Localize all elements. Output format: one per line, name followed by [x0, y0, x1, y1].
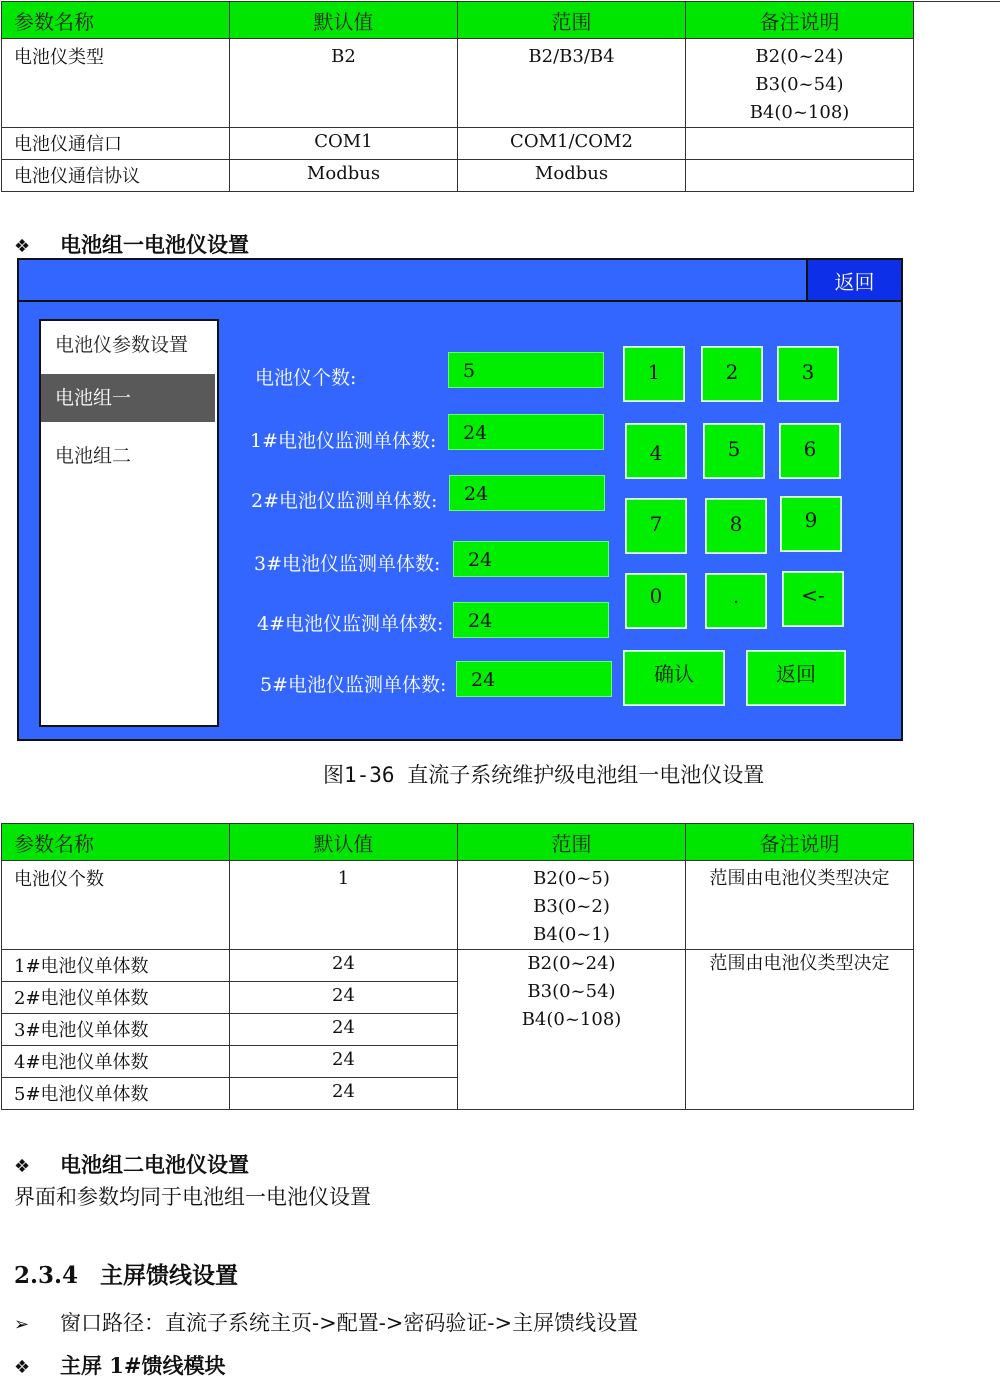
- table-row: [2, 128, 914, 160]
- table-cell: [686, 39, 914, 128]
- keypad-key-9[interactable]: 9: [780, 496, 842, 552]
- table-cell: 24: [230, 1014, 458, 1046]
- meter1-cells-input[interactable]: 24: [448, 414, 604, 450]
- table-cell: 电池仪通信协议: [2, 160, 230, 192]
- meter5-cells-label: 5#电池仪监测单体数:: [260, 674, 447, 696]
- range-line: COM1/COM2: [510, 131, 633, 152]
- header-back-button[interactable]: 返回: [806, 260, 901, 300]
- keypad-key-dot[interactable]: .: [705, 573, 767, 629]
- range-line: B3(0~2): [533, 896, 610, 917]
- meter2-cells-label: 2#电池仪监测单体数:: [251, 490, 438, 512]
- table-cell: 24: [230, 950, 458, 982]
- table-cell: 电池仪个数: [2, 861, 230, 950]
- table-cell: B2: [230, 39, 458, 128]
- bullet-heading-text: 电池组一电池仪设置: [60, 232, 249, 257]
- bullet-heading-feeder: [14, 1350, 226, 1380]
- confirm-button[interactable]: 确认: [623, 650, 725, 706]
- window-path-text: 窗口路径：直流子系统主页->配置->密码验证->主屏馈线设置: [60, 1311, 639, 1335]
- screen-header-bar: [19, 260, 901, 302]
- keypad-key-2[interactable]: 2: [701, 346, 763, 402]
- table1-header-note: 备注说明: [686, 2, 914, 39]
- range-line: Modbus: [534, 163, 609, 184]
- page-top-rule: [912, 1, 1000, 2]
- table-cell: 3#电池仪单体数: [2, 1014, 230, 1046]
- battery-cell-count-table: [1, 823, 914, 1110]
- table-cell: 24: [230, 1078, 458, 1110]
- table-cell: 1: [230, 861, 458, 950]
- range-line: B2(0~24): [527, 953, 616, 974]
- table-cell: [686, 160, 914, 192]
- keypad-key-0[interactable]: 0: [625, 573, 687, 629]
- table-cell: 24: [230, 982, 458, 1014]
- range-line: B4(0~1): [533, 924, 610, 945]
- keypad-key-8[interactable]: 8: [705, 498, 767, 554]
- table-row: [2, 160, 914, 192]
- bullet-heading-group1: [14, 229, 249, 259]
- table-cell: [458, 128, 686, 160]
- section-number: 2.3.4: [14, 1262, 79, 1289]
- diamond-bullet-icon: ❖: [14, 1357, 31, 1378]
- range-line: B2(0~5): [533, 868, 610, 889]
- figure-caption: 图1-36 直流子系统维护级电池组一电池仪设置: [323, 763, 765, 787]
- sidebar-menu: [39, 319, 219, 727]
- table-cell: 范围由电池仪类型决定: [686, 861, 914, 950]
- note-line: B3(0~54): [755, 74, 844, 95]
- range-line: B4(0~108): [521, 1009, 622, 1030]
- table1-header-name: 参数名称: [2, 2, 230, 39]
- diamond-bullet-icon: ❖: [14, 236, 31, 257]
- table-cell: 1#电池仪单体数: [2, 950, 230, 982]
- sidebar-item-group2[interactable]: 电池组二: [55, 445, 132, 467]
- table-cell: 2#电池仪单体数: [2, 982, 230, 1014]
- bullet-heading-text: 电池组二电池仪设置: [60, 1152, 249, 1177]
- table-cell: COM1: [230, 128, 458, 160]
- table-cell: [458, 160, 686, 192]
- range-line: B2/B3/B4: [528, 46, 615, 67]
- battery-group1-settings-screen: [17, 258, 903, 741]
- meter-count-label: 电池仪个数:: [255, 367, 357, 389]
- table-cell: 电池仪通信口: [2, 128, 230, 160]
- section-heading: [14, 1257, 238, 1290]
- bullet-heading-group2: [14, 1149, 249, 1179]
- range-line: B3(0~54): [527, 981, 616, 1002]
- table-cell: 24: [230, 1046, 458, 1078]
- meter3-cells-input[interactable]: 24: [453, 541, 609, 577]
- section-title: 主屏馈线设置: [100, 1262, 238, 1289]
- table-cell: 4#电池仪单体数: [2, 1046, 230, 1078]
- note-line: B2(0~24): [755, 46, 844, 67]
- table-cell: 5#电池仪单体数: [2, 1078, 230, 1110]
- keypad-key-5[interactable]: 5: [703, 423, 765, 479]
- bullet-heading-text: 主屏 1#馈线模块: [60, 1353, 226, 1378]
- table2-header-name: 参数名称: [2, 824, 230, 861]
- meter3-cells-label: 3#电池仪监测单体数:: [254, 553, 441, 575]
- meter5-cells-input[interactable]: 24: [456, 661, 612, 697]
- battery-meter-type-table: [1, 1, 914, 192]
- keypad-key-6[interactable]: 6: [779, 423, 841, 479]
- table-row: [2, 950, 914, 982]
- table1-header-range: 范围: [458, 2, 686, 39]
- table-cell: [458, 861, 686, 950]
- keypad-key-1[interactable]: 1: [623, 346, 685, 402]
- sidebar-item-group1[interactable]: 电池组一: [41, 374, 215, 422]
- table-cell: Modbus: [230, 160, 458, 192]
- table-cell: [458, 39, 686, 128]
- table2-header-note: 备注说明: [686, 824, 914, 861]
- keypad-backspace-key[interactable]: <-: [782, 571, 844, 627]
- meter4-cells-label: 4#电池仪监测单体数:: [257, 613, 444, 635]
- table-row: [2, 861, 914, 950]
- body-paragraph: 界面和参数均同于电池组一电池仪设置: [14, 1185, 371, 1209]
- window-path: [14, 1307, 638, 1337]
- keypad-key-4[interactable]: 4: [625, 423, 687, 479]
- note-line: B4(0~108): [749, 102, 850, 123]
- table-row: [2, 39, 914, 128]
- table2-header-range: 范围: [458, 824, 686, 861]
- meter2-cells-input[interactable]: 24: [449, 475, 605, 511]
- table-cell: 电池仪类型: [2, 39, 230, 128]
- arrow-bullet-icon: ➢: [14, 1314, 30, 1335]
- table2-header-default: 默认值: [230, 824, 458, 861]
- diamond-bullet-icon: ❖: [14, 1156, 31, 1177]
- sidebar-item-meter-params[interactable]: 电池仪参数设置: [55, 334, 189, 356]
- meter1-cells-label: 1#电池仪监测单体数:: [250, 430, 437, 452]
- table-cell: [458, 950, 686, 1110]
- table1-header-default: 默认值: [230, 2, 458, 39]
- keypad-key-3[interactable]: 3: [777, 346, 839, 402]
- table-cell: 范围由电池仪类型决定: [686, 950, 914, 1110]
- table-cell: [686, 128, 914, 160]
- keypad-key-7[interactable]: 7: [625, 498, 687, 554]
- back-button[interactable]: 返回: [746, 650, 846, 706]
- meter4-cells-input[interactable]: 24: [453, 602, 609, 638]
- meter-count-input[interactable]: 5: [448, 352, 604, 388]
